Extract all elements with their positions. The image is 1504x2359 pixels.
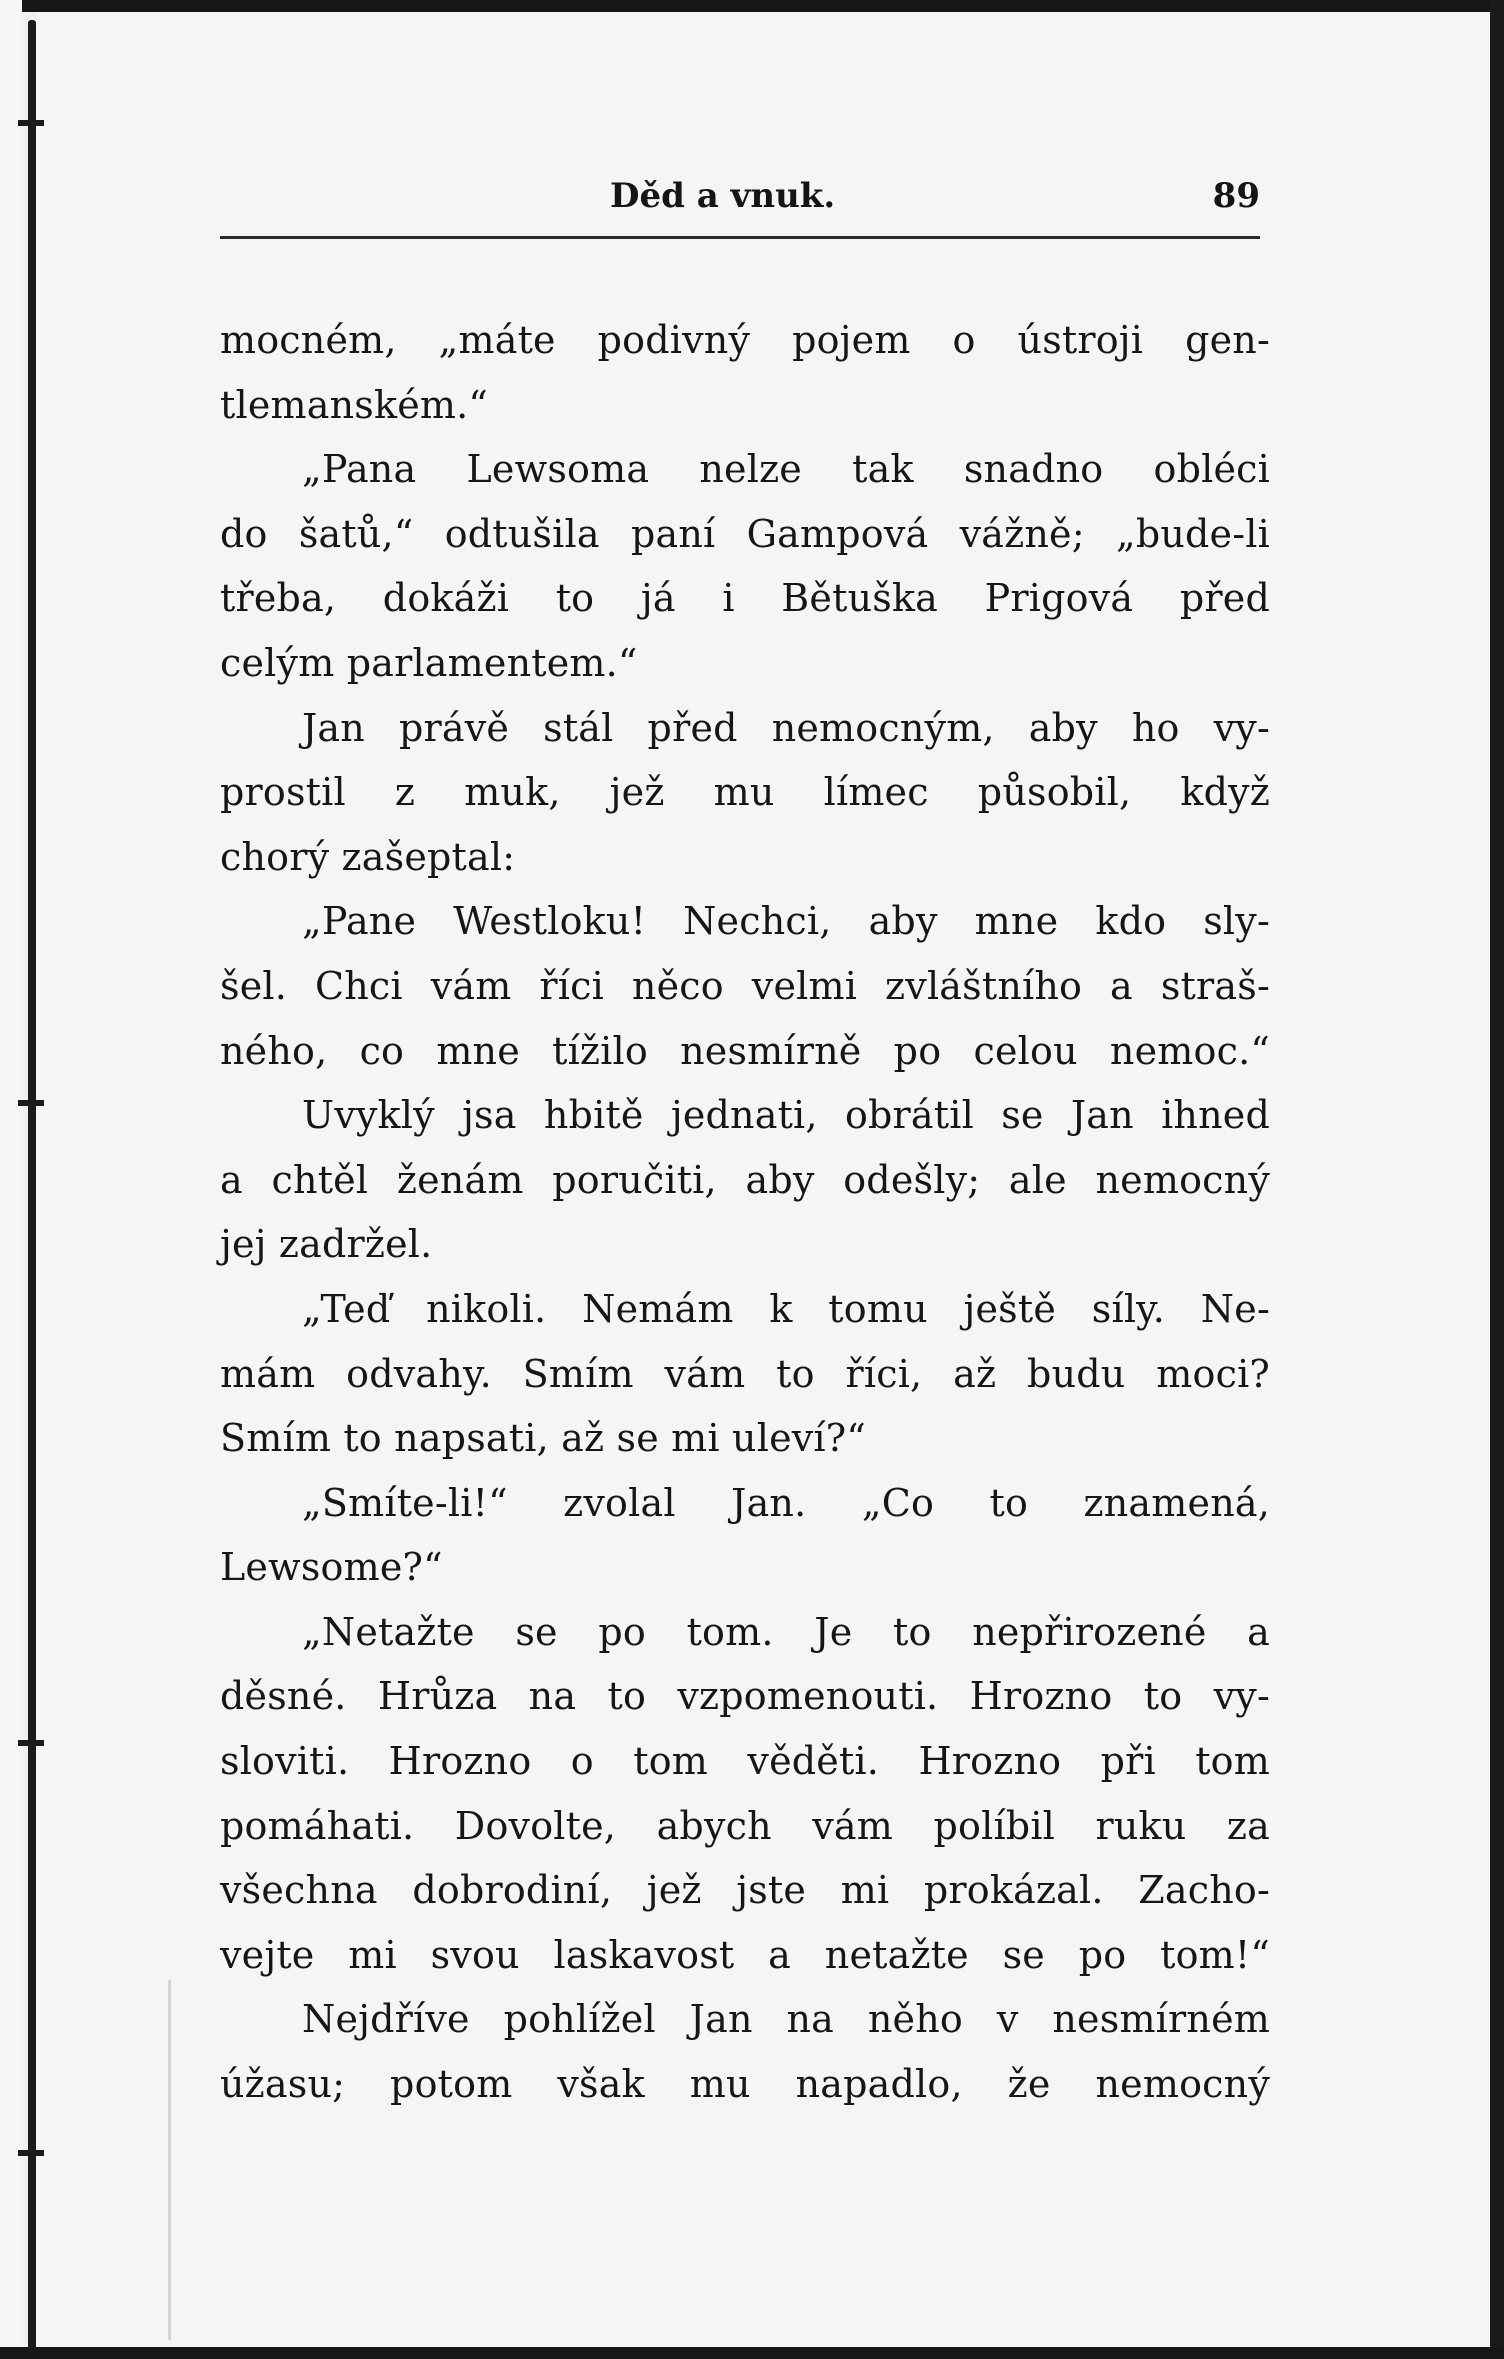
spine-mark [18, 120, 44, 126]
page-number: 89 [1212, 176, 1260, 216]
text-line: a chtěl ženám poručiti, aby odešly; ale nemocný [220, 1157, 1270, 1202]
text-line: vejte mi svou laskavost a netažte se po tom!“ [220, 1932, 1270, 1977]
text-line: Nejdříve pohlížel Jan na něho v nesmírném [302, 1997, 1270, 2042]
text-line: „Teď nikoli. Nemám k tomu ještě síly. Ne- [302, 1286, 1270, 1331]
text-line: „Pana Lewsoma nelze tak snadno obléci [302, 447, 1270, 492]
text-line: do šatů,“ odtušila paní Gampová vážně; „bude-li [220, 511, 1270, 556]
text-line: ného, co mne tížilo nesmírně po celou nemoc.“ [220, 1028, 1270, 1073]
spine-mark [18, 1100, 44, 1106]
body-text [220, 308, 1270, 2117]
binding-spine [28, 20, 36, 2350]
text-line: šel. Chci vám říci něco velmi zvláštního a straš- [220, 963, 1270, 1008]
scan-edge-bottom [0, 2347, 1504, 2359]
text-line: „Smíte-li!“ zvolal Jan. „Co to znamená, [302, 1480, 1270, 1525]
text-line: třeba, dokáži to já i Bětuška Prigová před [220, 576, 1270, 621]
text-line: děsné. Hrůza na to vzpomenouti. Hrozno to vy- [220, 1674, 1270, 1719]
text-line: Lewsome?“ [220, 1545, 443, 1590]
header-rule [220, 236, 1260, 239]
spine-mark [18, 2150, 44, 2156]
text-line: Jan právě stál před nemocným, aby ho vy- [302, 705, 1270, 750]
text-line: tlemanském.“ [220, 382, 489, 427]
text-line: mám odvahy. Smím vám to říci, až budu moci? [220, 1351, 1270, 1396]
text-line: Smím to napsati, až se mi uleví?“ [220, 1416, 866, 1461]
text-line: mocném, „máte podivný pojem o ústroji gen- [220, 318, 1270, 362]
scan-edge-top [0, 0, 1504, 12]
running-header [220, 176, 1260, 220]
text-line: chorý zašeptal: [220, 834, 516, 879]
bleed-through-line [168, 1980, 171, 2340]
text-line: „Pane Westloku! Nechci, aby mne kdo sly- [302, 899, 1270, 944]
scan-edge-left [0, 0, 22, 2359]
text-line: sloviti. Hrozno o tom věděti. Hrozno při tom [220, 1739, 1270, 1784]
running-title: Děd a vnuk. [610, 176, 836, 216]
text-line: „Netažte se po tom. Je to nepřirozené a [302, 1609, 1270, 1654]
text-line: celým parlamentem.“ [220, 640, 638, 685]
text-line: všechna dobrodiní, jež jste mi prokázal. Zacho- [220, 1868, 1270, 1913]
text-line: pomáhati. Dovolte, abych vám políbil ruku za [220, 1803, 1270, 1848]
text-line: Uvyklý jsa hbitě jednati, obrátil se Jan ihned [302, 1093, 1270, 1138]
spine-mark [18, 1740, 44, 1746]
text-line: úžasu; potom však mu napadlo, že nemocný [220, 2062, 1270, 2107]
scan-edge-right [1490, 0, 1504, 2359]
text-line: prostil z muk, jež mu límec působil, když [220, 770, 1270, 815]
text-line: jej zadržel. [220, 1222, 433, 1267]
